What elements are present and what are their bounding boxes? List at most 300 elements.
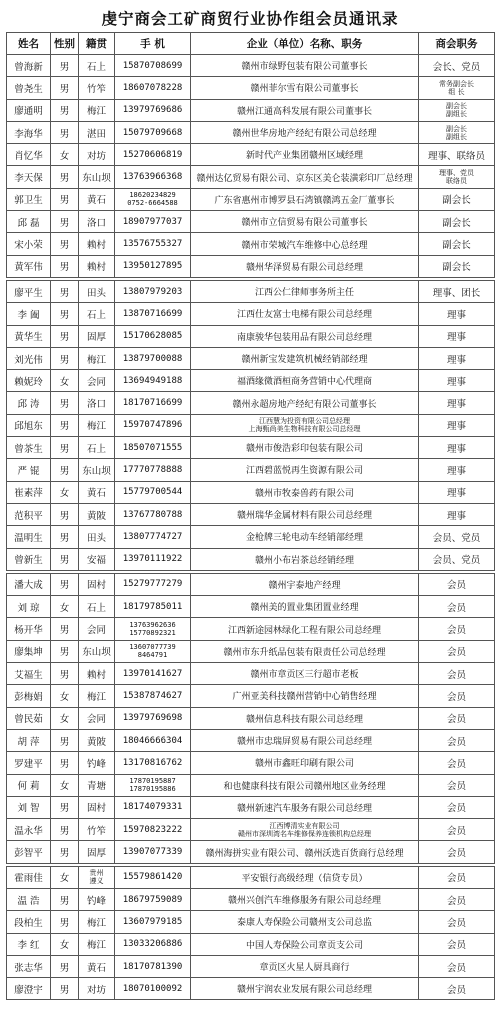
member-sex: 男: [51, 796, 79, 818]
member-company: 江西公仁律师事务所主任: [191, 279, 419, 303]
table-row: [7, 888, 495, 910]
member-phone: 13033206886: [115, 933, 191, 955]
member-origin: 黄陂: [79, 729, 115, 751]
member-phone: 15579861420: [115, 865, 191, 889]
member-role: 会员: [419, 618, 495, 640]
member-origin: 东山坝: [79, 166, 115, 188]
member-role: 会员: [419, 774, 495, 796]
member-origin: 黄石: [79, 955, 115, 977]
table-row: [7, 911, 495, 933]
member-company: 广州亚美科技赣州营销中心销售经理: [191, 685, 419, 707]
member-name: 廖集坤: [7, 640, 51, 662]
member-phone: 13694949188: [115, 370, 191, 392]
table-row: [7, 752, 495, 774]
member-origin: 固村: [79, 796, 115, 818]
member-origin: 贵州 遵义: [79, 865, 115, 889]
table-row: [7, 392, 495, 414]
member-origin: 梅江: [79, 347, 115, 369]
header-sex: 性别: [51, 33, 79, 55]
member-name: 李 红: [7, 933, 51, 955]
member-origin: 梅江: [79, 911, 115, 933]
member-company: 赣州菲尔雪有限公司董事长: [191, 77, 419, 99]
member-company: 赣州江通高科发展有限公司董事长: [191, 99, 419, 121]
member-sex: 男: [51, 279, 79, 303]
member-name: 杨开华: [7, 618, 51, 640]
member-origin: 钓峰: [79, 888, 115, 910]
member-origin: 洛口: [79, 211, 115, 233]
member-company: 广东省惠州市博罗县石湾镇赣鸿五金厂董事长: [191, 188, 419, 210]
member-role: 理事: [419, 414, 495, 436]
member-origin: 田头: [79, 279, 115, 303]
member-phone: 15170628085: [115, 325, 191, 347]
member-sex: 男: [51, 618, 79, 640]
member-sex: 男: [51, 819, 79, 841]
page-title: 虔宁商会工矿商贸行业协作组会员通讯录: [101, 9, 399, 28]
member-phone: 13879700088: [115, 347, 191, 369]
member-sex: 男: [51, 911, 79, 933]
table-row: [7, 303, 495, 325]
header-name: 姓名: [7, 33, 51, 55]
table-row: [7, 279, 495, 303]
member-name: 何 莉: [7, 774, 51, 796]
member-company: 赣州兴创汽车维修服务有限公司总经理: [191, 888, 419, 910]
member-origin: 洛口: [79, 392, 115, 414]
member-name: 曾新生: [7, 548, 51, 572]
table-row: [7, 459, 495, 481]
member-sex: 男: [51, 955, 79, 977]
header-row: [7, 33, 495, 55]
table-row: [7, 865, 495, 889]
member-phone: 15387874627: [115, 685, 191, 707]
member-company: 赣州市绿野包装有限公司董事长: [191, 55, 419, 77]
member-name: 胡 萍: [7, 729, 51, 751]
member-sex: 男: [51, 752, 79, 774]
member-company: 赣州新宝发建筑机械经销部经理: [191, 347, 419, 369]
member-origin: 梅江: [79, 685, 115, 707]
member-sex: 男: [51, 121, 79, 143]
member-sex: 男: [51, 303, 79, 325]
member-name: 范积平: [7, 503, 51, 525]
member-phone: 15870708699: [115, 55, 191, 77]
member-origin: 石上: [79, 596, 115, 618]
member-company: 金枪牌三轮电动车经销部经理: [191, 526, 419, 548]
member-origin: 赖村: [79, 663, 115, 685]
member-role: 会员: [419, 640, 495, 662]
table-row: [7, 685, 495, 707]
member-origin: 石上: [79, 437, 115, 459]
member-sex: 男: [51, 503, 79, 525]
member-origin: 黄石: [79, 481, 115, 503]
member-phone: 13807979203: [115, 279, 191, 303]
member-origin: 赖村: [79, 233, 115, 255]
member-origin: 东山坝: [79, 640, 115, 662]
member-origin: 竹笮: [79, 819, 115, 841]
member-name: 彭智平: [7, 841, 51, 865]
member-company: 赣州达亿贸易有限公司、京东区美仑装潢彩印厂总经理: [191, 166, 419, 188]
member-role: 理事: [419, 325, 495, 347]
member-company: 章贡区火星人厨具商行: [191, 955, 419, 977]
member-phone: 13576755327: [115, 233, 191, 255]
member-origin: 梅江: [79, 414, 115, 436]
member-name: 肖忆华: [7, 144, 51, 166]
member-phone: 18507071555: [115, 437, 191, 459]
table-row: [7, 819, 495, 841]
member-name: 崔素萍: [7, 481, 51, 503]
member-name: 黄华生: [7, 325, 51, 347]
member-phone: 13763962636 15770892321: [115, 618, 191, 640]
member-origin: 东山坝: [79, 459, 115, 481]
member-sex: 男: [51, 255, 79, 279]
member-phone: 13870716699: [115, 303, 191, 325]
member-phone: 13970141627: [115, 663, 191, 685]
table-row: [7, 325, 495, 347]
member-name: 潘大成: [7, 572, 51, 596]
member-company: 赣州永超房地产经纪有限公司董事长: [191, 392, 419, 414]
member-origin: 黄石: [79, 188, 115, 210]
table-body: [7, 55, 495, 1000]
member-name: 李天保: [7, 166, 51, 188]
table-row: [7, 548, 495, 572]
member-sex: 女: [51, 144, 79, 166]
member-origin: 竹笮: [79, 77, 115, 99]
member-name: 温 浩: [7, 888, 51, 910]
member-role: 会员、党员: [419, 548, 495, 572]
member-phone: 13950127895: [115, 255, 191, 279]
table-row: [7, 596, 495, 618]
member-origin: 固村: [79, 572, 115, 596]
member-phone: 18179785011: [115, 596, 191, 618]
table-row: [7, 841, 495, 865]
member-sex: 男: [51, 347, 79, 369]
member-role: 会员: [419, 707, 495, 729]
table-row: [7, 144, 495, 166]
member-company: 江西新途园林绿化工程有限公司总经理: [191, 618, 419, 640]
member-company: 和也健康科技有限公司赣州地区业务经理: [191, 774, 419, 796]
member-sex: 男: [51, 978, 79, 1000]
member-origin: 会同: [79, 370, 115, 392]
member-phone: 13763966368: [115, 166, 191, 188]
member-role: 理事: [419, 347, 495, 369]
member-sex: 男: [51, 663, 79, 685]
header-role: 商会职务: [419, 33, 495, 55]
table-row: [7, 640, 495, 662]
member-origin: 会同: [79, 707, 115, 729]
member-role: 会员: [419, 955, 495, 977]
member-role: 会员: [419, 685, 495, 707]
member-sex: 男: [51, 640, 79, 662]
member-phone: 15970747896: [115, 414, 191, 436]
table-row: [7, 99, 495, 121]
member-company: 赣州市东升纸品包装有限责任公司总经理: [191, 640, 419, 662]
member-role: 副会长: [419, 233, 495, 255]
member-company: 福酒缘微酒桓商务营销中心代理商: [191, 370, 419, 392]
member-sex: 男: [51, 572, 79, 596]
member-name: 廖通明: [7, 99, 51, 121]
member-role: 副会长: [419, 211, 495, 233]
member-role: 理事: [419, 459, 495, 481]
member-company: 江西碧蓝悦再生资源有限公司: [191, 459, 419, 481]
member-role: 会员、党员: [419, 526, 495, 548]
member-phone: 18679759089: [115, 888, 191, 910]
member-sex: 男: [51, 392, 79, 414]
member-role: 会员: [419, 865, 495, 889]
member-company: 赣州华泽贸易有限公司总经理: [191, 255, 419, 279]
member-sex: 女: [51, 685, 79, 707]
member-name: 黄军伟: [7, 255, 51, 279]
member-phone: 18174079331: [115, 796, 191, 818]
member-name: 艾福生: [7, 663, 51, 685]
table-row: [7, 618, 495, 640]
member-name: 李 阖: [7, 303, 51, 325]
member-sex: 女: [51, 481, 79, 503]
member-role: 理事、团长: [419, 279, 495, 303]
member-sex: 男: [51, 888, 79, 910]
table-row: [7, 211, 495, 233]
member-company: 赣州市章贡区三行超市老板: [191, 663, 419, 685]
member-role: 会长、党员: [419, 55, 495, 77]
member-sex: 男: [51, 841, 79, 865]
member-company: 赣州市忠瑞屏贸易有限公司总经理: [191, 729, 419, 751]
member-sex: 男: [51, 55, 79, 77]
member-name: 曾民茹: [7, 707, 51, 729]
table-row: [7, 437, 495, 459]
member-phone: 15079709668: [115, 121, 191, 143]
member-role: 会员: [419, 819, 495, 841]
member-phone: 13607077739 8464791: [115, 640, 191, 662]
member-name: 霍雨佳: [7, 865, 51, 889]
table-header: [7, 33, 495, 55]
member-company: 赣州瑞华金属材料有限公司总经理: [191, 503, 419, 525]
table-row: [7, 233, 495, 255]
member-name: 曾尧生: [7, 77, 51, 99]
member-name: 刘光伟: [7, 347, 51, 369]
member-company: 赣州宇泰地产经理: [191, 572, 419, 596]
member-phone: 15779700544: [115, 481, 191, 503]
member-role: 会员: [419, 596, 495, 618]
member-role: 理事: [419, 392, 495, 414]
member-company: 赣州市牧泰兽药有限公司: [191, 481, 419, 503]
table-row: [7, 526, 495, 548]
member-name: 段柏生: [7, 911, 51, 933]
member-origin: 石上: [79, 55, 115, 77]
member-name: 刘 智: [7, 796, 51, 818]
member-phone: 18170716699: [115, 392, 191, 414]
member-phone: 15279777279: [115, 572, 191, 596]
table-row: [7, 978, 495, 1000]
member-origin: 赖村: [79, 255, 115, 279]
table-row: [7, 933, 495, 955]
member-company: 平安银行高级经理（信贷专员）: [191, 865, 419, 889]
member-role: 理事: [419, 503, 495, 525]
member-role: 会员: [419, 911, 495, 933]
member-name: 张志华: [7, 955, 51, 977]
member-name: 邱 磊: [7, 211, 51, 233]
member-sex: 女: [51, 774, 79, 796]
member-origin: 黄陂: [79, 503, 115, 525]
member-name: 温明生: [7, 526, 51, 548]
header-origin: 籍贯: [79, 33, 115, 55]
member-role: 理事: [419, 303, 495, 325]
table-row: [7, 774, 495, 796]
member-company: 赣州信息科技有限公司总经理: [191, 707, 419, 729]
member-company: 赣州市荣城汽车维修中心总经理: [191, 233, 419, 255]
table-row: [7, 796, 495, 818]
member-company: 南康骏华包装用品有限公司总经理: [191, 325, 419, 347]
member-name: 温永华: [7, 819, 51, 841]
member-table: [6, 32, 495, 1000]
member-origin: 湛田: [79, 121, 115, 143]
member-origin: 对坊: [79, 144, 115, 166]
member-name: 罗建平: [7, 752, 51, 774]
member-role: 理事: [419, 437, 495, 459]
member-name: 刘 琼: [7, 596, 51, 618]
member-origin: 田头: [79, 526, 115, 548]
table-row: [7, 255, 495, 279]
member-phone: 18620234829 0752-6664588: [115, 188, 191, 210]
member-role: 理事、联络员: [419, 144, 495, 166]
table-row: [7, 572, 495, 596]
member-origin: 钓峰: [79, 752, 115, 774]
table-row: [7, 663, 495, 685]
member-origin: 会同: [79, 618, 115, 640]
member-company: 赣州世华房地产经纪有限公司总经理: [191, 121, 419, 143]
member-role: 副会长: [419, 255, 495, 279]
member-company: 赣州新速汽车服务有限公司总经理: [191, 796, 419, 818]
member-sex: 女: [51, 596, 79, 618]
table-row: [7, 481, 495, 503]
member-sex: 女: [51, 865, 79, 889]
member-sex: 女: [51, 707, 79, 729]
table-row: [7, 55, 495, 77]
member-role: 会员: [419, 572, 495, 596]
member-role: 会员: [419, 663, 495, 685]
member-name: 宋小荣: [7, 233, 51, 255]
member-company: 赣州宇润农业发展有限公司总经理: [191, 978, 419, 1000]
member-phone: 13170816762: [115, 752, 191, 774]
member-role: 会员: [419, 729, 495, 751]
member-name: 彭梅娟: [7, 685, 51, 707]
member-phone: 13979769698: [115, 707, 191, 729]
member-sex: 男: [51, 233, 79, 255]
member-company: 赣州市俊浩彩印包装有限公司: [191, 437, 419, 459]
member-role: 会员: [419, 841, 495, 865]
member-role: 常务副会长 组 长: [419, 77, 495, 99]
table-row: [7, 729, 495, 751]
member-name: 李海华: [7, 121, 51, 143]
member-sex: 男: [51, 414, 79, 436]
member-sex: 男: [51, 77, 79, 99]
table-row: [7, 707, 495, 729]
table-row: [7, 955, 495, 977]
table-row: [7, 347, 495, 369]
member-sex: 男: [51, 548, 79, 572]
member-phone: 17870195887 17870195886: [115, 774, 191, 796]
member-sex: 男: [51, 437, 79, 459]
member-company: 赣州小布岩茶总经销经理: [191, 548, 419, 572]
member-origin: 梅江: [79, 99, 115, 121]
member-phone: 13607979185: [115, 911, 191, 933]
member-origin: 石上: [79, 303, 115, 325]
table-row: [7, 121, 495, 143]
member-role: 会员: [419, 978, 495, 1000]
member-sex: 男: [51, 166, 79, 188]
member-sex: 男: [51, 99, 79, 121]
table-row: [7, 370, 495, 392]
member-phone: 13807774727: [115, 526, 191, 548]
member-company: 赣州市鑫旺印刷有限公司: [191, 752, 419, 774]
member-phone: 13979769686: [115, 99, 191, 121]
member-origin: 梅江: [79, 933, 115, 955]
member-sex: 男: [51, 188, 79, 210]
member-phone: 18046666304: [115, 729, 191, 751]
member-role: 会员: [419, 796, 495, 818]
member-origin: 固厚: [79, 325, 115, 347]
member-phone: 13767780788: [115, 503, 191, 525]
member-sex: 女: [51, 370, 79, 392]
member-phone: 18907977037: [115, 211, 191, 233]
member-company: 赣州市立信贸易有限公司董事长: [191, 211, 419, 233]
member-role: 会员: [419, 752, 495, 774]
member-company: 江西博清实业有限公司 赣州市深圳湾名车维修保养连锁机构总经理: [191, 819, 419, 841]
table-row: [7, 77, 495, 99]
member-name: 邱旭东: [7, 414, 51, 436]
member-role: 理事: [419, 481, 495, 503]
member-role: 理事: [419, 370, 495, 392]
member-sex: 男: [51, 459, 79, 481]
member-role: 理事、党员 联络员: [419, 166, 495, 188]
member-role: 副会长 副组长: [419, 121, 495, 143]
member-sex: 女: [51, 933, 79, 955]
member-name: 廖平生: [7, 279, 51, 303]
member-company: 赣州美的置业集团置业经理: [191, 596, 419, 618]
member-phone: 17770778888: [115, 459, 191, 481]
member-company: 新时代产业集团赣州区域经理: [191, 144, 419, 166]
member-company: 赣州海拼实业有限公司、赣州沃选百货商行总经理: [191, 841, 419, 865]
member-phone: 13907077339: [115, 841, 191, 865]
member-sex: 男: [51, 211, 79, 233]
member-phone: 15270606819: [115, 144, 191, 166]
member-name: 曾茶生: [7, 437, 51, 459]
member-phone: 15970823222: [115, 819, 191, 841]
table-row: [7, 414, 495, 436]
member-origin: 青塘: [79, 774, 115, 796]
member-phone: 18170781390: [115, 955, 191, 977]
table-row: [7, 503, 495, 525]
table-row: [7, 188, 495, 210]
member-sex: 男: [51, 325, 79, 347]
member-sex: 男: [51, 729, 79, 751]
header-phone: 手 机: [115, 33, 191, 55]
member-name: 邱 涛: [7, 392, 51, 414]
member-company: 中国人寿保险公司章贡支公司: [191, 933, 419, 955]
member-name: 郭卫生: [7, 188, 51, 210]
member-sex: 男: [51, 526, 79, 548]
member-name: 廖澄宇: [7, 978, 51, 1000]
member-origin: 对坊: [79, 978, 115, 1000]
member-name: 严 锟: [7, 459, 51, 481]
member-role: 会员: [419, 888, 495, 910]
member-phone: 13970111922: [115, 548, 191, 572]
member-name: 曾海新: [7, 55, 51, 77]
member-company: 江西仕友富士电梯有限公司总经理: [191, 303, 419, 325]
table-row: [7, 166, 495, 188]
member-role: 副会长 副组长: [419, 99, 495, 121]
header-company: 企业（单位）名称、职务: [191, 33, 419, 55]
member-role: 会员: [419, 933, 495, 955]
member-origin: 固厚: [79, 841, 115, 865]
member-company: 泰康人寿保险公司赣州支公司总监: [191, 911, 419, 933]
member-phone: 18607078228: [115, 77, 191, 99]
